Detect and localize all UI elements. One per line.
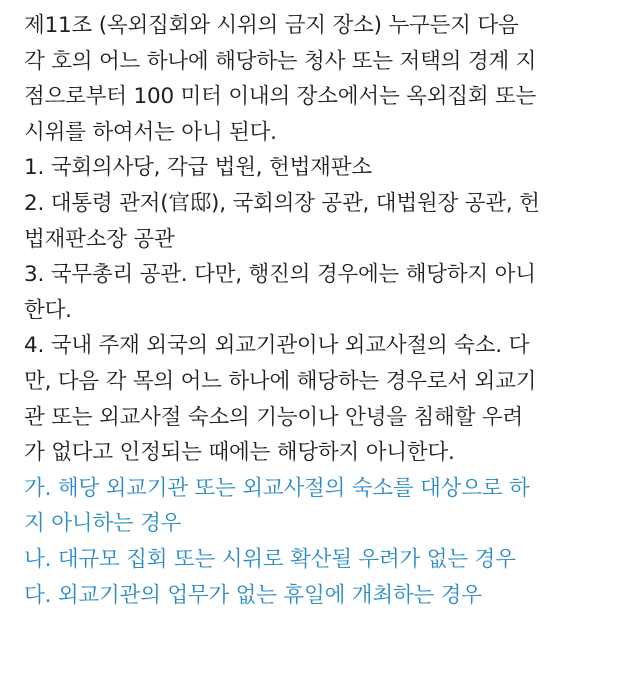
subitem-da-line: 다. 외교기관의 업무가 없는 휴일에 개최하는 경우 [24, 582, 482, 608]
clause-1-line: 1. 국회의사당, 각급 법원, 헌법재판소 [24, 155, 372, 181]
clause-4-line: 관 또는 외교사절 숙소의 기능이나 안녕을 침해할 우려 [24, 404, 523, 430]
law-article-text [24, 8, 624, 613]
clause-3-line: 3. 국무총리 공관. 다만, 행진의 경우에는 해당하지 아니 [24, 262, 536, 288]
clause-3-line: 한다. [24, 297, 72, 323]
subitem-ga-line: 가. 해당 외교기관 또는 외교사절의 숙소를 대상으로 하 [24, 475, 530, 501]
article-body-line: 시위를 하여서는 아니 된다. [24, 119, 277, 145]
article-body-line: 점으로부터 100 미터 이내의 장소에서는 옥외집회 또는 [24, 84, 537, 110]
clause-2-line: 법재판소장 공관 [24, 226, 175, 252]
clause-2-line: 2. 대통령 관저(官邸), 국회의장 공관, 대법원장 공관, 헌 [24, 190, 540, 216]
subitem-na-line: 나. 대규모 집회 또는 시위로 확산될 우려가 없는 경우 [24, 546, 516, 572]
article-heading-line: 제11조 (옥외집회와 시위의 금지 장소) 누구든지 다음 [24, 13, 519, 38]
subitem-ga-line: 지 아니하는 경우 [24, 511, 182, 537]
clause-4-line: 4. 국내 주재 외국의 외교기관이나 외교사절의 숙소. 다 [24, 333, 530, 359]
article-body-line: 각 호의 어느 하나에 해당하는 청사 또는 저택의 경계 지 [24, 48, 537, 74]
clause-4-line: 만, 다음 각 목의 어느 하나에 해당하는 경우로서 외교기 [24, 368, 537, 394]
clause-4-line: 가 없다고 인정되는 때에는 해당하지 아니한다. [24, 440, 455, 466]
